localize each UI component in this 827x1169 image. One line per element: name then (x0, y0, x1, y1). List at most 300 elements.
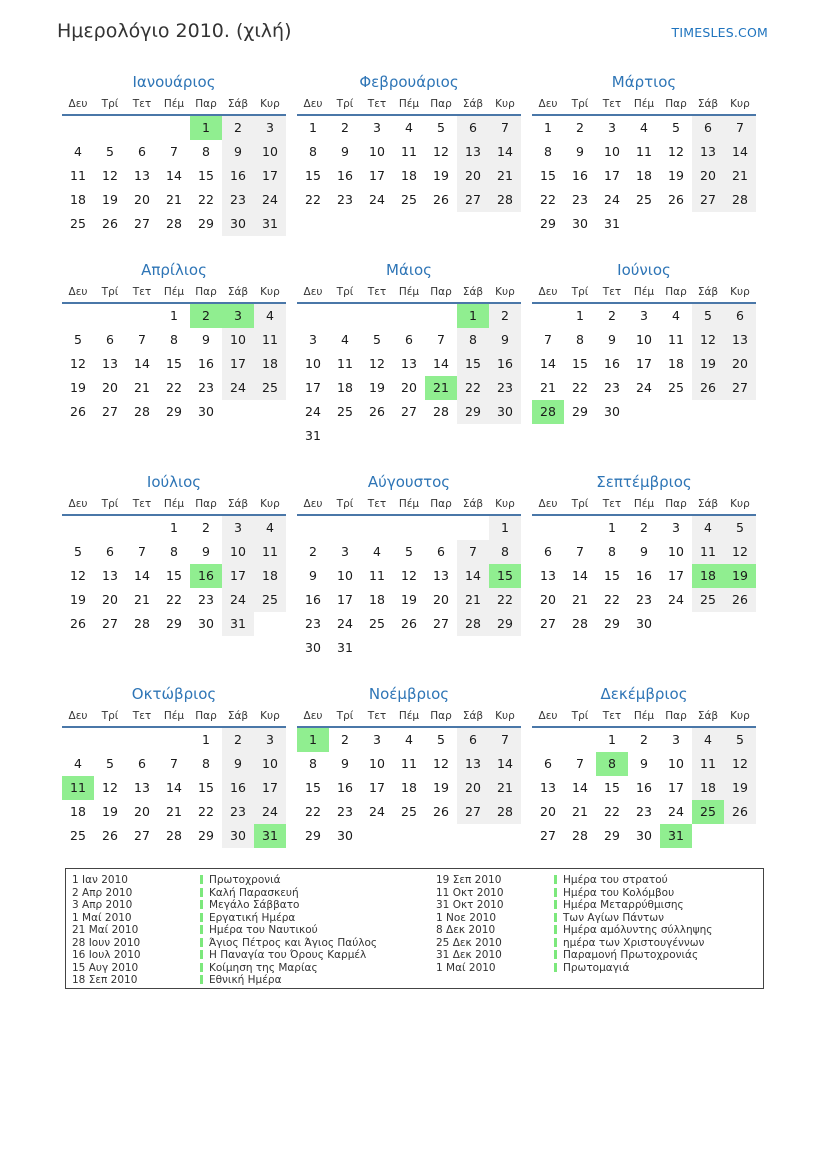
month-9 (532, 470, 756, 636)
day-cell: 19 (102, 192, 118, 207)
day-cell: 10 (668, 756, 684, 771)
empty-cell (158, 116, 190, 140)
empty-cell (126, 728, 158, 752)
day-cell: 24 (222, 376, 254, 400)
day-cell: 23 (305, 616, 321, 631)
day-cell: 31 (222, 612, 254, 636)
weekday-label: Κυρ (730, 498, 750, 510)
day-cell: 27 (134, 828, 150, 843)
day-cell: 11 (254, 328, 286, 352)
week-row (297, 352, 521, 376)
day-cell: 1 (457, 304, 489, 328)
day-cell: 2 (608, 308, 616, 323)
day-cell: 4 (405, 732, 413, 747)
day-cell: 7 (489, 116, 521, 140)
empty-cell (329, 424, 361, 448)
day-cell: 14 (166, 780, 182, 795)
month-title: Νοέμβριος (368, 685, 450, 703)
day-cell: 20 (433, 592, 449, 607)
month-8 (297, 470, 521, 660)
day-cell: 9 (640, 544, 648, 559)
day-cell: 8 (170, 332, 178, 347)
holiday-name: Άγιος Πέτρος και Άγιος Παύλος (200, 937, 436, 950)
day-cell: 22 (457, 376, 489, 400)
day-cell: 15 (305, 168, 321, 183)
week-row (532, 352, 756, 376)
week-row (62, 212, 286, 236)
day-cell: 28 (166, 828, 182, 843)
day-cell: 1 (489, 516, 521, 540)
day-cell: 21 (572, 804, 588, 819)
day-cell: 26 (369, 404, 385, 419)
day-cell: 19 (692, 352, 724, 376)
weekday-label: Τετ (132, 710, 152, 722)
holiday-name: Ημέρα αμόλυντης σύλληψης (554, 924, 763, 937)
weekday-label: Τρί (336, 498, 354, 510)
day-cell: 31 (254, 212, 286, 236)
day-cell: 6 (106, 332, 114, 347)
day-cell: 5 (74, 544, 82, 559)
day-cell: 14 (489, 752, 521, 776)
day-cell: 28 (134, 404, 150, 419)
day-cell: 16 (222, 776, 254, 800)
empty-cell (329, 304, 361, 328)
day-cell: 28 (134, 616, 150, 631)
day-cell: 15 (457, 352, 489, 376)
day-cell: 27 (134, 216, 150, 231)
holiday-marker-icon (200, 925, 203, 934)
day-cell: 15 (198, 168, 214, 183)
day-cell: 17 (668, 780, 684, 795)
day-cell: 25 (70, 216, 86, 231)
holiday-name: Των Αγίων Πάντων (554, 912, 763, 925)
empty-cell (393, 636, 425, 660)
day-cell: 8 (309, 144, 317, 159)
day-cell: 17 (222, 352, 254, 376)
day-cell: 9 (202, 544, 210, 559)
weekday-label: Σάβ (697, 710, 719, 722)
empty-cell (457, 516, 489, 540)
day-cell: 24 (604, 192, 620, 207)
week-row (297, 612, 521, 636)
weekday-label: Τετ (367, 498, 387, 510)
weekday-label: Δευ (538, 286, 558, 298)
empty-cell (457, 824, 489, 848)
weekday-header-row (62, 706, 286, 728)
weekday-label: Πέμ (398, 710, 420, 722)
week-row (62, 304, 286, 328)
day-cell: 13 (134, 168, 150, 183)
day-cell: 17 (254, 164, 286, 188)
holiday-date: 1 Νοε 2010 (436, 911, 497, 924)
weekday-label: Δευ (68, 286, 88, 298)
week-row (532, 752, 756, 776)
weekday-label: Σάβ (462, 98, 484, 110)
day-cell: 2 (202, 520, 210, 535)
holiday-date: 31 Οκτ 2010 (436, 899, 504, 911)
day-cell: 21 (540, 380, 556, 395)
day-cell: 12 (724, 752, 756, 776)
weekday-label: Δευ (303, 98, 323, 110)
day-cell: 26 (102, 216, 118, 231)
day-cell: 24 (254, 188, 286, 212)
empty-cell (692, 212, 724, 236)
week-row (62, 352, 286, 376)
day-cell: 15 (305, 780, 321, 795)
empty-cell (660, 612, 692, 636)
day-cell: 22 (540, 192, 556, 207)
day-cell: 17 (636, 356, 652, 371)
empty-cell (660, 400, 692, 424)
holiday-name: Εργατική Ημέρα (200, 912, 436, 925)
day-cell: 30 (636, 616, 652, 631)
weekday-label: Κυρ (260, 98, 280, 110)
day-cell: 14 (457, 564, 489, 588)
day-cell: 30 (222, 824, 254, 848)
day-cell: 25 (254, 588, 286, 612)
day-cell: 26 (70, 616, 86, 631)
day-cell: 18 (337, 380, 353, 395)
weekday-label: Παρ (665, 98, 687, 110)
day-cell: 23 (198, 380, 214, 395)
day-cell: 6 (544, 756, 552, 771)
week-row (62, 328, 286, 352)
day-cell: 18 (668, 356, 684, 371)
holiday-marker-icon (200, 875, 203, 884)
weekday-header-row (62, 494, 286, 516)
weekday-label: Σάβ (697, 98, 719, 110)
day-cell: 5 (724, 516, 756, 540)
day-cell: 19 (668, 168, 684, 183)
day-cell: 5 (437, 732, 445, 747)
day-cell: 12 (433, 756, 449, 771)
day-cell: 17 (254, 776, 286, 800)
day-cell: 25 (401, 192, 417, 207)
day-cell: 20 (102, 380, 118, 395)
day-cell: 5 (692, 304, 724, 328)
week-row (532, 564, 756, 588)
day-cell: 14 (572, 568, 588, 583)
day-cell: 26 (102, 828, 118, 843)
day-cell: 21 (166, 192, 182, 207)
weekday-header-row (532, 494, 756, 516)
weekday-label: Τρί (571, 98, 589, 110)
weekday-label: Πέμ (163, 710, 185, 722)
day-cell: 31 (254, 824, 286, 848)
empty-cell (532, 728, 564, 752)
day-cell: 14 (489, 140, 521, 164)
day-cell: 26 (724, 800, 756, 824)
week-row (297, 728, 521, 752)
weekday-label: Τετ (367, 98, 387, 110)
holiday-date: 18 Σεπ 2010 (72, 974, 138, 986)
month-4 (62, 258, 286, 424)
day-cell: 9 (608, 332, 616, 347)
holiday-legend (65, 868, 764, 989)
weekday-label: Δευ (68, 98, 88, 110)
week-row (62, 164, 286, 188)
week-row (532, 116, 756, 140)
weekday-label: Δευ (68, 498, 88, 510)
month-title: Μάιος (386, 261, 432, 279)
day-cell: 5 (672, 120, 680, 135)
holiday-name: Ημέρα Μεταρρύθμισης (554, 899, 763, 912)
weekday-label: Κυρ (495, 498, 515, 510)
day-cell: 4 (692, 516, 724, 540)
day-cell: 9 (640, 756, 648, 771)
empty-cell (724, 612, 756, 636)
day-cell: 28 (457, 612, 489, 636)
day-cell: 28 (572, 828, 588, 843)
day-cell: 12 (102, 168, 118, 183)
day-cell: 31 (305, 428, 321, 443)
day-cell: 7 (138, 544, 146, 559)
empty-cell (425, 636, 457, 660)
site-link[interactable]: TIMESLES.COM (671, 25, 768, 40)
day-cell: 2 (222, 116, 254, 140)
day-cell: 13 (433, 568, 449, 583)
day-cell: 30 (222, 212, 254, 236)
day-cell: 19 (70, 592, 86, 607)
empty-cell (425, 824, 457, 848)
weekday-label: Σάβ (462, 498, 484, 510)
day-cell: 23 (604, 380, 620, 395)
day-cell: 8 (457, 328, 489, 352)
empty-cell (532, 304, 564, 328)
week-row (297, 116, 521, 140)
empty-cell (126, 116, 158, 140)
week-row (297, 140, 521, 164)
day-cell: 17 (369, 780, 385, 795)
weekday-label: Τρί (101, 498, 119, 510)
day-cell: 10 (668, 544, 684, 559)
weekday-label: Παρ (665, 710, 687, 722)
day-cell: 11 (401, 144, 417, 159)
day-cell: 29 (572, 404, 588, 419)
day-cell: 24 (369, 804, 385, 819)
weekday-label: Σάβ (227, 98, 249, 110)
day-cell: 22 (198, 804, 214, 819)
day-cell: 23 (636, 804, 652, 819)
day-cell: 22 (604, 804, 620, 819)
legend-row (72, 974, 763, 987)
week-row (532, 776, 756, 800)
day-cell: 30 (305, 640, 321, 655)
weekday-header-row (62, 282, 286, 304)
day-cell: 13 (102, 568, 118, 583)
weekday-label: Τρί (336, 710, 354, 722)
holiday-name: ημέρα των Χριστουγέννων (554, 937, 763, 950)
weekday-label: Κυρ (495, 98, 515, 110)
day-cell: 16 (337, 168, 353, 183)
day-cell: 9 (222, 752, 254, 776)
day-cell: 24 (254, 800, 286, 824)
weekday-label: Τετ (602, 286, 622, 298)
day-cell: 3 (640, 308, 648, 323)
weekday-label: Τετ (602, 98, 622, 110)
weekday-label: Δευ (538, 498, 558, 510)
day-cell: 31 (660, 824, 692, 848)
weekday-label: Σάβ (697, 286, 719, 298)
holiday-date: 1 Μαί 2010 (72, 911, 132, 924)
week-row (62, 776, 286, 800)
day-cell: 21 (425, 376, 457, 400)
day-cell: 2 (222, 728, 254, 752)
weekday-label: Πέμ (398, 98, 420, 110)
day-cell: 28 (489, 800, 521, 824)
day-cell: 28 (724, 188, 756, 212)
day-cell: 21 (166, 804, 182, 819)
day-cell: 25 (70, 828, 86, 843)
day-cell: 10 (369, 144, 385, 159)
day-cell: 27 (457, 188, 489, 212)
day-cell: 7 (138, 332, 146, 347)
day-cell: 11 (70, 168, 86, 183)
weekday-label: Παρ (430, 286, 452, 298)
day-cell: 15 (540, 168, 556, 183)
holiday-date (436, 974, 554, 987)
day-cell: 27 (457, 800, 489, 824)
weekday-label: Παρ (430, 710, 452, 722)
day-cell: 21 (457, 588, 489, 612)
weekday-label: Τετ (132, 286, 152, 298)
week-row (532, 588, 756, 612)
holiday-date: 25 Δεκ 2010 (436, 936, 502, 949)
day-cell: 3 (341, 544, 349, 559)
holiday-date: 8 Δεκ 2010 (436, 924, 496, 936)
weekday-label: Κυρ (260, 498, 280, 510)
day-cell: 7 (170, 756, 178, 771)
month-title: Ιανουάριος (132, 73, 216, 91)
day-cell: 14 (134, 356, 150, 371)
empty-cell (425, 424, 457, 448)
day-cell: 13 (134, 780, 150, 795)
day-cell: 5 (405, 544, 413, 559)
day-cell: 11 (692, 752, 724, 776)
week-row (297, 824, 521, 848)
week-row (62, 376, 286, 400)
weekday-label: Παρ (665, 498, 687, 510)
day-cell: 8 (202, 756, 210, 771)
empty-cell (94, 304, 126, 328)
day-cell: 20 (540, 804, 556, 819)
week-row (297, 636, 521, 660)
day-cell: 27 (540, 616, 556, 631)
weekday-label: Τρί (336, 286, 354, 298)
day-cell: 29 (604, 616, 620, 631)
week-row (62, 800, 286, 824)
day-cell: 30 (337, 828, 353, 843)
week-row (532, 164, 756, 188)
weekday-label: Σάβ (227, 286, 249, 298)
empty-cell (126, 304, 158, 328)
day-cell: 21 (489, 776, 521, 800)
weekday-label: Πέμ (163, 286, 185, 298)
day-cell: 12 (724, 540, 756, 564)
day-cell: 29 (540, 216, 556, 231)
day-cell: 11 (62, 776, 94, 800)
day-cell: 13 (457, 140, 489, 164)
day-cell: 30 (198, 616, 214, 631)
day-cell: 23 (337, 192, 353, 207)
empty-cell (361, 304, 393, 328)
day-cell: 24 (668, 804, 684, 819)
day-cell: 3 (222, 516, 254, 540)
day-cell: 10 (222, 328, 254, 352)
day-cell: 3 (672, 520, 680, 535)
day-cell: 18 (401, 780, 417, 795)
day-cell: 10 (222, 540, 254, 564)
month-title: Δεκέμβριος (600, 685, 688, 703)
holiday-name: Ημέρα του στρατού (554, 874, 763, 887)
day-cell: 4 (373, 544, 381, 559)
day-cell: 25 (668, 380, 684, 395)
day-cell: 4 (254, 516, 286, 540)
day-cell: 24 (222, 588, 254, 612)
day-cell: 25 (337, 404, 353, 419)
day-cell: 13 (401, 356, 417, 371)
day-cell: 15 (604, 780, 620, 795)
day-cell: 11 (692, 540, 724, 564)
holiday-date: 28 Ιουν 2010 (72, 936, 141, 949)
holiday-name: Μεγάλο Σάββατο (200, 899, 436, 912)
holiday-date: 31 Δεκ 2010 (436, 949, 502, 961)
day-cell: 26 (433, 804, 449, 819)
weekday-label: Δευ (303, 498, 323, 510)
month-title: Φεβρουάριος (359, 73, 459, 91)
month-title: Οκτώβριος (131, 685, 217, 703)
week-row (297, 800, 521, 824)
day-cell: 16 (190, 564, 222, 588)
empty-cell (393, 824, 425, 848)
weekday-label: Παρ (195, 98, 217, 110)
day-cell: 27 (401, 404, 417, 419)
week-row (297, 588, 521, 612)
empty-cell (425, 516, 457, 540)
day-cell: 13 (540, 780, 556, 795)
day-cell: 12 (70, 568, 86, 583)
holiday-date: 1 Μαί 2010 (436, 961, 496, 974)
day-cell: 1 (297, 728, 329, 752)
week-row (62, 564, 286, 588)
day-cell: 26 (668, 192, 684, 207)
day-cell: 6 (692, 116, 724, 140)
weekday-label: Κυρ (730, 98, 750, 110)
week-row (62, 140, 286, 164)
empty-cell (692, 612, 724, 636)
empty-cell (724, 400, 756, 424)
day-cell: 23 (222, 188, 254, 212)
weekday-label: Πέμ (633, 498, 655, 510)
holiday-name: Πρωτομαγιά (554, 962, 763, 975)
week-row (532, 400, 756, 424)
empty-cell (489, 424, 521, 448)
day-cell: 19 (433, 168, 449, 183)
holiday-marker-icon (200, 913, 203, 922)
day-cell: 8 (170, 544, 178, 559)
day-cell: 25 (692, 800, 724, 824)
day-cell: 22 (305, 804, 321, 819)
day-cell: 20 (457, 164, 489, 188)
day-cell: 3 (254, 116, 286, 140)
day-cell: 9 (341, 144, 349, 159)
day-cell: 12 (692, 328, 724, 352)
week-row (532, 304, 756, 328)
day-cell: 22 (604, 592, 620, 607)
day-cell: 24 (668, 592, 684, 607)
day-cell: 10 (369, 756, 385, 771)
day-cell: 14 (134, 568, 150, 583)
